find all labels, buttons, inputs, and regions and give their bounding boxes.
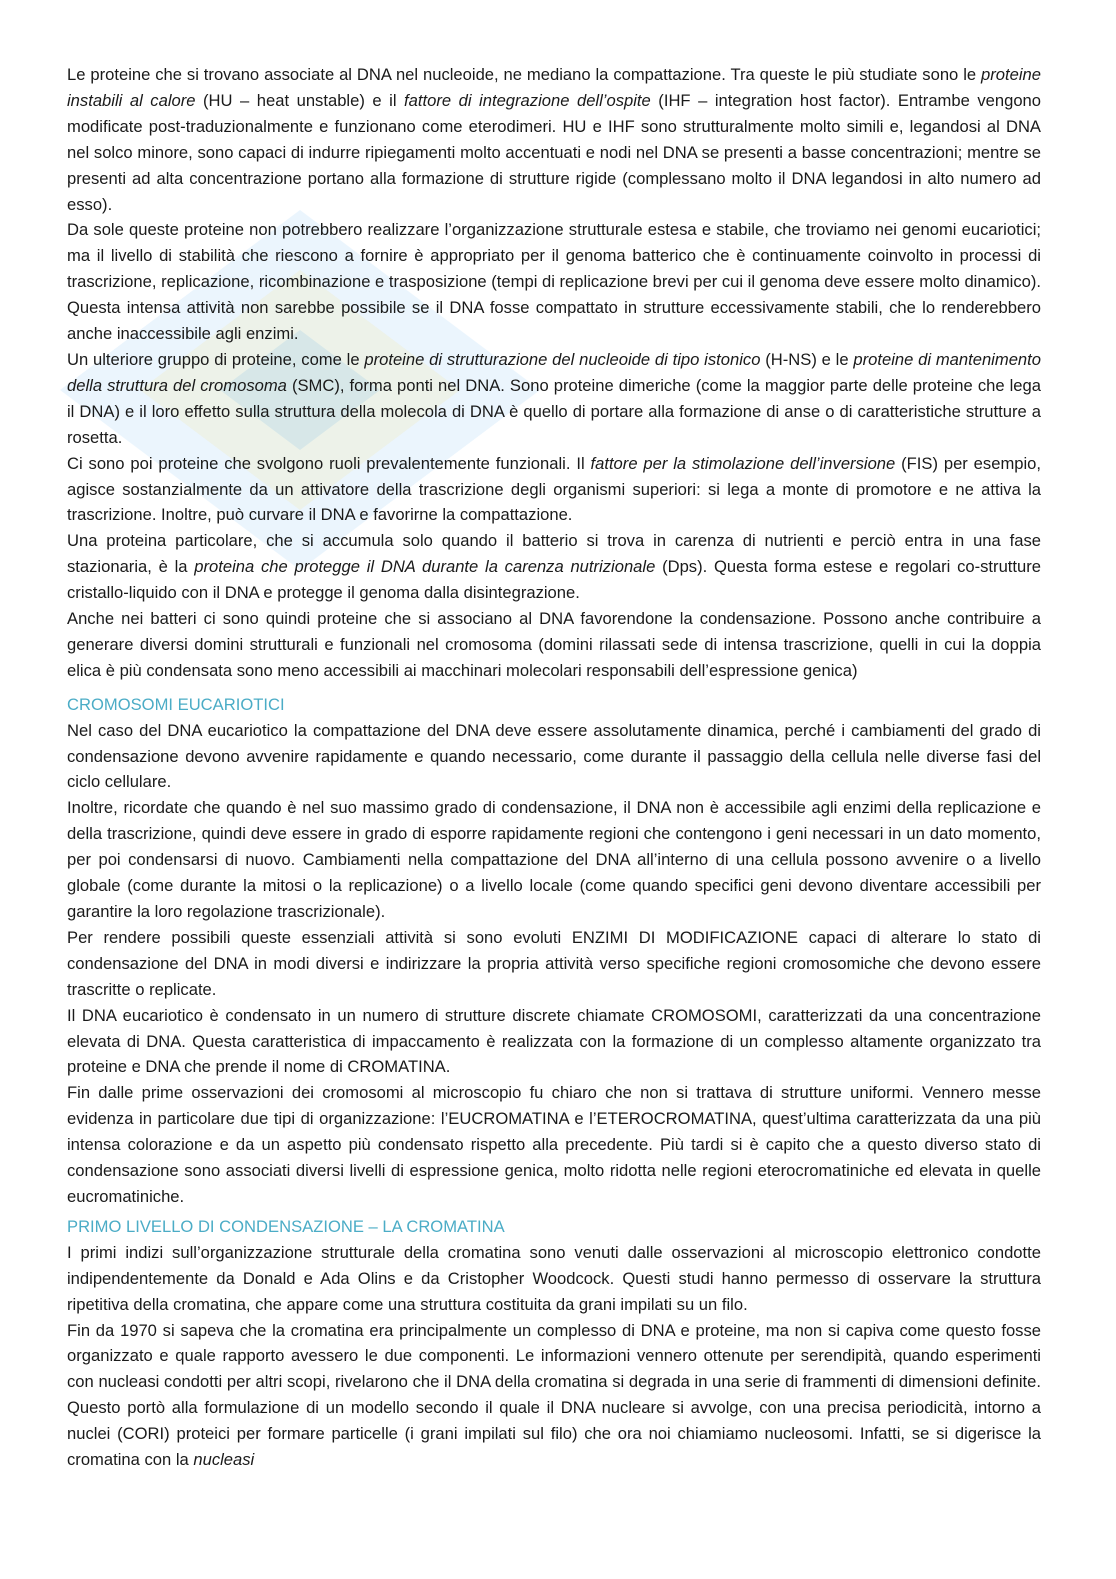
heading-eukaryotic-chromosomes: CROMOSOMI EUCARIOTICI <box>67 694 285 714</box>
italic-term: proteina che protegge il DNA durante la carenza nutrizionale <box>194 557 656 577</box>
text-run: Il DNA eucariotico è condensato in un numero di strutture discrete chiamate CROMOSOMI, caratterizzati da una concentrazione elevata di DNA. Questa caratteristica di impaccamento è realizzata con la formazione di un complesso altamente organizzato tra proteine e DNA che prende il nome di CROMATINA. <box>67 1005 1041 1077</box>
paragraph-p10 <box>67 1003 1041 1081</box>
italic-term: fattore di integrazione dell’ospite <box>404 90 651 110</box>
paragraph-p6 <box>67 606 1041 684</box>
paragraph-p2 <box>67 217 1041 347</box>
text-run: (IHF – integration host factor). Entrambe vengono modificate post-traduzionalmente e funzionano come eterodimeri. HU e IHF sono strutturalmente molto simili e, legandosi al DNA nel solco minore, sono capaci di indurre ripiegamenti molto accentuati e nodi nel DNA se presenti a basse concentrazioni; mentre se presenti ad alta concentrazione portano alla formazione di strutture rigide (complessano molto il DNA legandosi in alto numero ad esso). <box>67 90 1042 214</box>
paragraph-p1 <box>67 62 1041 217</box>
text-run: Un ulteriore gruppo di proteine, come le <box>67 349 365 369</box>
paragraph-p13 <box>67 1318 1041 1473</box>
text-run: Fin dalle prime osservazioni dei cromosomi al microscopio fu chiaro che non si trattava di strutture uniformi. Vennero messe evidenza in particolare due tipi di organizzazione: l’EUCROMATINA e l’ETEROCROMATINA, quest’ultima caratterizzata da una più intensa colorazione e da un aspetto più condensato rispetto alla precedente. Più tardi si è capito che a questo diverso stato di condensazione sono associati diversi livelli di espressione genica, molto ridotta nelle regioni eterocromatiniche ed elevata in quelle eucromatiniche. <box>67 1083 1041 1206</box>
document-body <box>67 62 1041 1473</box>
italic-term: nucleasi <box>193 1450 255 1470</box>
text-run: Per rendere possibili queste essenziali attività si sono evoluti ENZIMI DI MODIFICAZIONE capaci di alterare lo stato di condensazione del DNA in modi diversi e indirizzare la propria attività verso specifiche regioni cromosomiche che devono essere trascritte o replicate. <box>67 927 1041 999</box>
text-run: Ci sono poi proteine che svolgono ruoli prevalentemente funzionali. Il <box>67 453 591 473</box>
paragraph-p7 <box>67 718 1041 796</box>
heading-chromatin-first-level: PRIMO LIVELLO DI CONDENSAZIONE – LA CROMATINA <box>67 1216 505 1236</box>
text-run: Le proteine che si trovano associate al DNA nel nucleoide, ne mediano la compattazione. Tra queste le più studiate sono le <box>67 65 982 84</box>
section-chromatin <box>67 1240 1041 1473</box>
italic-term: fattore per la stimolazione dell’inversione <box>590 453 896 473</box>
italic-term: proteine di strutturazione del nucleoide di tipo istonico <box>364 349 761 369</box>
section-eukaryotic-chromosomes <box>67 718 1041 1210</box>
text-run: Una proteina particolare, che si accumula solo quando il batterio si trova in carenza di nutrienti e perciò entra in una fase stazionaria, è la <box>67 531 1041 577</box>
section-bacterial-proteins <box>67 62 1041 684</box>
text-run: (H-NS) e le <box>760 349 854 369</box>
paragraph-p12 <box>67 1240 1041 1318</box>
text-run: Inoltre, ricordate che quando è nel suo massimo grado di condensazione, il DNA non è accessibile agli enzimi della replicazione e della trascrizione, quindi deve essere in grado di esporre rapidamente regioni che contengono i geni necessari in un dato momento, per poi condensarsi di nuovo. Cambiamenti nella compattazione del DNA all’interno di una cellula possono avvenire o a livello globale (come durante la mitosi o la replicazione) o a livello locale (come quando specifici geni devono diventare accessibili per garantire la loro regolazione trascrizionale). <box>67 798 1041 921</box>
text-run: (SMC), forma ponti nel DNA. Sono proteine dimeriche (come la maggior parte delle proteine che lega il DNA) e il loro effetto sulla struttura della molecola di DNA è quello di portare alla formazione di anse o di caratteristiche strutture a rosetta. <box>67 375 1041 447</box>
text-run: I primi indizi sull’organizzazione strutturale della cromatina sono venuti dalle osservazioni al microscopio elettronico condotte indipendentemente da Donald e Ada Olins e da Cristopher Woodcock. Questi studi hanno permesso di osservare la struttura ripetitiva della cromatina, che appare come una struttura costituita da grani impilati su un filo. <box>67 1242 1041 1314</box>
paragraph-p5 <box>67 528 1041 606</box>
paragraph-p11 <box>67 1080 1041 1210</box>
text-run: Fin da 1970 si sapeva che la cromatina era principalmente un complesso di DNA e proteine, ma non si capiva come questo fosse organizzato e quale rapporto avessero le due componenti. Le informazioni vennero ottenute per serendipità, quando esperimenti con nucleasi condotti per altri scopi, rivelarono che il DNA della cromatina si degrada in una serie di frammenti di dimensioni definite. Questo portò alla formulazione di un modello secondo il quale il DNA nucleare si avvolge, con una precisa periodicità, intorno a nuclei (CORI) proteici per formare particelle (i grani impilati sul filo) che ora noi chiamiamo nucleosomi. Infatti, se si digerisce la cromatina con la <box>67 1320 1041 1470</box>
paragraph-p9 <box>67 925 1041 1003</box>
text-run: (Dps). Questa forma estese e regolari co-strutture cristallo-liquido con il DNA e protegge il genoma dalla disintegrazione. <box>67 557 1042 603</box>
text-run: (FIS) per esempio, agisce sostanzialmente da un attivatore della trascrizione degli organismi superiori: si lega a monte di promotore e ne attiva la trascrizione. Inoltre, può curvare il DNA e favorirne la compattazione. <box>67 453 1042 525</box>
paragraph-p3 <box>67 347 1041 451</box>
paragraph-p8 <box>67 795 1041 925</box>
italic-term: proteine di mantenimento della struttura del cromosoma <box>67 349 1041 395</box>
text-run: (HU – heat unstable) e il <box>195 90 405 110</box>
text-run: Da sole queste proteine non potrebbero realizzare l’organizzazione strutturale estesa e stabile, che troviamo nei genomi eucariotici; ma il livello di stabilità che riescono a fornire è appropriato per il genoma batterico che è continuamente coinvolto in processi di trascrizione, replicazione, ricombinazione e trasposizione (tempi di replicazione brevi per cui il genoma deve essere molto dinamico). Questa intensa attività non sarebbe possibile se il DNA fosse compattato in strutture eccessivamente stabili, che lo renderebbero anche inaccessibile agli enzimi. <box>67 220 1041 344</box>
paragraph-p4 <box>67 451 1041 529</box>
italic-term: proteine instabili al calore <box>67 65 1041 110</box>
text-run: Anche nei batteri ci sono quindi proteine che si associano al DNA favorendone la condensazione. Possono anche contribuire a generare diversi domini strutturali e funzionali nel cromosoma (domini rilassati sede di intensa trascrizione, quelli in cui la doppia elica è più condensata sono meno accessibili ai macchinari molecolari responsabili dell’espressione genica) <box>67 609 1041 680</box>
text-run: Nel caso del DNA eucariotico la compattazione del DNA deve essere assolutamente dinamica, perché i cambiamenti del grado di condensazione devono avvenire rapidamente e quando necessario, come durante il passaggio della cellula nelle diverse fasi del ciclo cellulare. <box>67 720 1041 792</box>
